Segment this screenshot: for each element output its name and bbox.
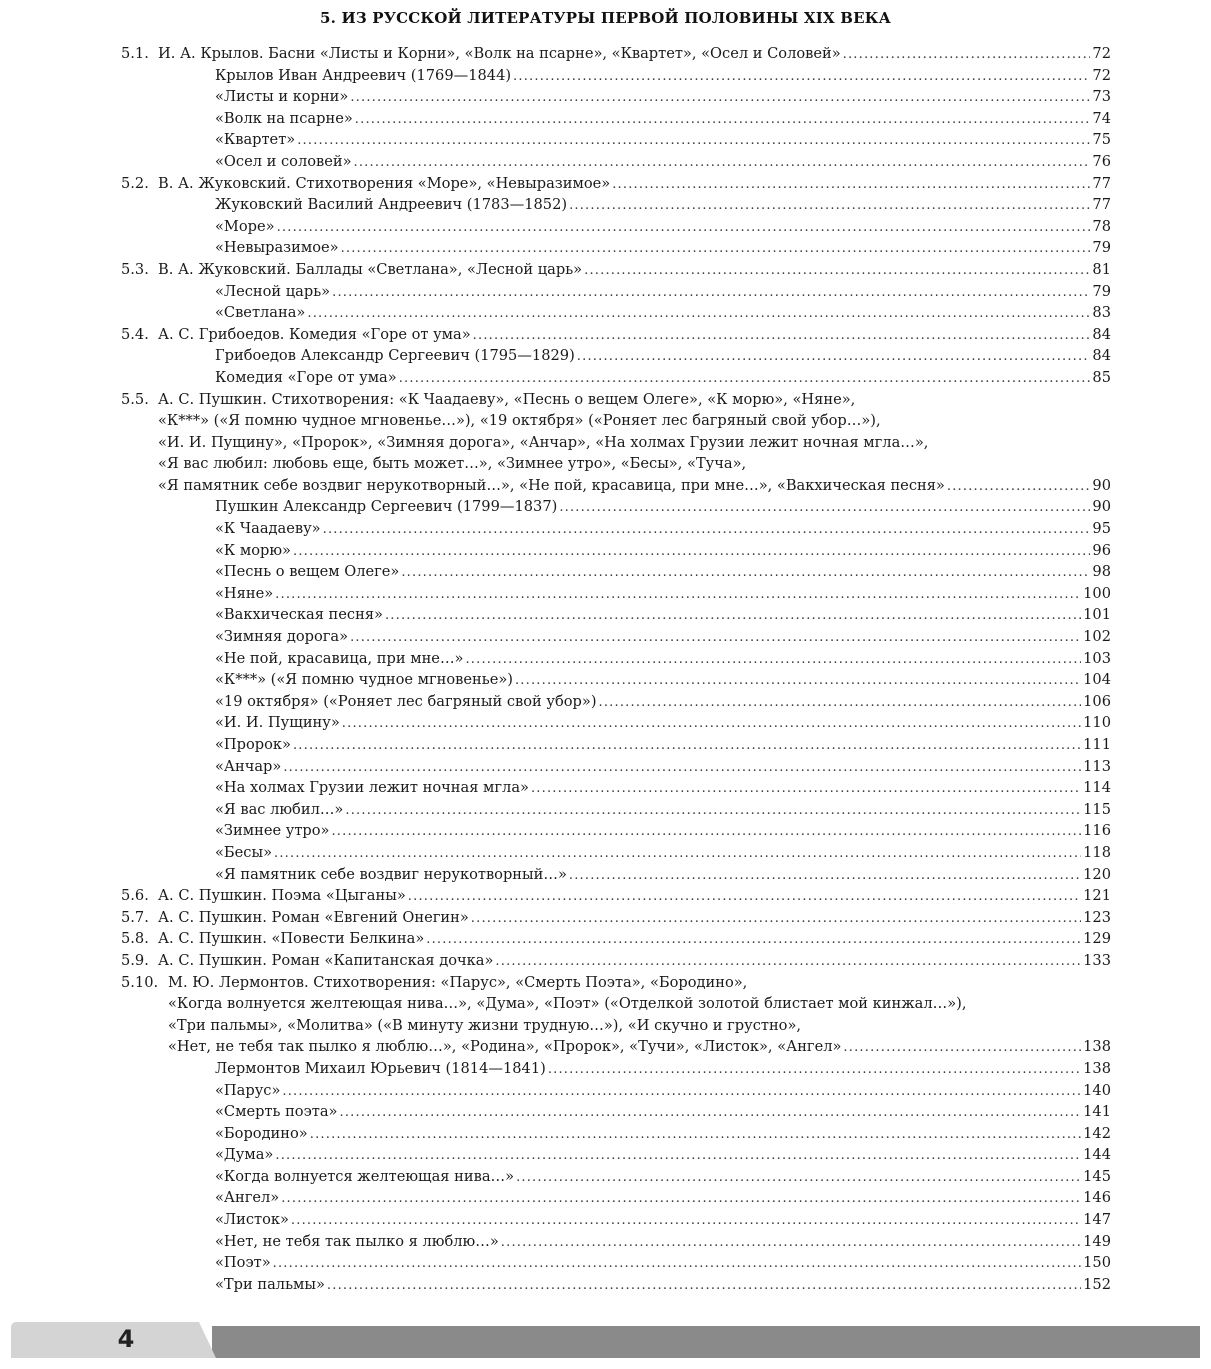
page-number: 4: [117, 1325, 135, 1353]
toc-section-title-line: А. С. Пушкин. Стихотворения: «К Чаадаеву», «Песнь о вещем Олеге», «К морю», «Няне»,: [158, 390, 856, 408]
toc-item-title: «Не пой, красавица, при мне…»: [215, 649, 464, 667]
toc-section[interactable]: [0, 389, 1211, 411]
toc-page-number: 147: [1083, 1211, 1111, 1229]
toc-section-continuation[interactable]: [0, 1036, 1211, 1058]
leader-dots: [350, 87, 1090, 108]
toc-section-number: 5.6.: [121, 887, 149, 905]
toc-item-title: «Поэт»: [215, 1254, 271, 1272]
toc-page-number: 79: [1092, 282, 1111, 300]
leader-dots: [385, 605, 1081, 626]
leader-dots: [282, 1081, 1081, 1102]
toc-page-number: 79: [1092, 239, 1111, 257]
toc-section-number: 5.8.: [121, 930, 149, 948]
toc-page-number: 81: [1092, 260, 1111, 278]
toc-item[interactable]: [0, 496, 1211, 518]
toc-section-number: 5.7.: [121, 908, 149, 926]
toc-item-title: «Осел и соловей»: [215, 152, 352, 170]
toc-page-number: 121: [1083, 887, 1111, 905]
toc-section-title-line: «К***» («Я помню чудное мгновенье…»), «19 октября» («Роняет лес багряный свой убор…»),: [158, 412, 881, 430]
leader-dots: [577, 346, 1091, 367]
toc-page-number: 115: [1083, 800, 1111, 818]
toc-page-number: 138: [1083, 1038, 1111, 1056]
leader-dots: [283, 757, 1081, 778]
leader-dots: [332, 282, 1090, 303]
toc-section-continuation: [0, 432, 1211, 454]
toc-item-title: «Бесы»: [215, 843, 273, 861]
toc-section[interactable]: [0, 324, 1211, 346]
toc-page-number: 90: [1092, 498, 1111, 516]
toc-section-title: И. А. Крылов. Басни «Листы и Корни», «Волк на псарне», «Квартет», «Осел и Соловей»: [158, 45, 841, 62]
leader-dots: [465, 649, 1081, 670]
toc-item-title: «Я вас любил…»: [215, 800, 344, 818]
toc-section-number: 5.1.: [121, 45, 149, 62]
toc-page-number: 111: [1083, 736, 1111, 753]
toc-item-title: «Светлана»: [215, 304, 306, 322]
toc-item-title: «Няне»: [215, 584, 274, 602]
toc-item-title: Лермонтов Михаил Юрьевич (1814—1841): [215, 1059, 546, 1077]
toc-item-title: «Песнь о вещем Олеге»: [215, 563, 400, 581]
toc-section[interactable]: [0, 43, 1211, 65]
toc-item[interactable]: [0, 129, 1211, 151]
toc-item[interactable]: [0, 65, 1211, 87]
leader-dots: [501, 1232, 1081, 1253]
leader-dots: [531, 778, 1081, 799]
toc-item[interactable]: [0, 302, 1211, 324]
toc-item[interactable]: [0, 691, 1211, 713]
toc-item-title: «Листок»: [215, 1211, 289, 1229]
toc-section-title: А. С. Пушкин. Роман «Евгений Онегин»: [158, 908, 469, 926]
leader-dots: [341, 238, 1091, 259]
leader-dots: [275, 1145, 1081, 1166]
toc-page-number: 140: [1083, 1081, 1111, 1099]
toc-page-number: 84: [1092, 347, 1111, 365]
leader-dots: [401, 562, 1090, 583]
toc-item-title: «19 октября» («Роняет лес багряный свой убор»): [215, 692, 597, 710]
toc-item[interactable]: [0, 367, 1211, 389]
toc-page-number: 145: [1083, 1167, 1111, 1185]
leader-dots: [399, 368, 1091, 389]
toc-page-number: 83: [1092, 304, 1111, 322]
leader-dots: [331, 821, 1081, 842]
leader-dots: [548, 1059, 1081, 1080]
toc-page-number: 74: [1092, 109, 1111, 127]
toc-item-title: «Смерть поэта»: [215, 1103, 338, 1121]
toc-item[interactable]: [0, 216, 1211, 238]
toc-page-number: 77: [1092, 196, 1111, 214]
leader-dots: [612, 174, 1090, 195]
toc-section-title-line: «Три пальмы», «Молитва» («В минуту жизни трудную…»), «И скучно и грустно»,: [168, 1016, 802, 1034]
toc-item[interactable]: [0, 518, 1211, 540]
toc-page-number: 77: [1092, 174, 1111, 192]
toc-item-title: Жуковский Василий Андреевич (1783—1852): [215, 196, 568, 214]
toc-section-title: А. С. Пушкин. Поэма «Цыганы»: [158, 887, 406, 905]
leader-dots: [513, 66, 1090, 87]
leader-dots: [515, 670, 1081, 691]
leader-dots: [297, 130, 1090, 151]
toc-item[interactable]: [0, 108, 1211, 130]
toc-page-number: 118: [1083, 843, 1111, 861]
toc-item-title: «Лесной царь»: [215, 282, 331, 300]
toc-section-continuation[interactable]: [0, 475, 1211, 497]
toc-section-title: В. А. Жуковский. Баллады «Светлана», «Лесной царь»: [158, 260, 583, 278]
toc-item[interactable]: [0, 1166, 1211, 1188]
toc-item[interactable]: [0, 799, 1211, 821]
toc-page-number: 129: [1083, 930, 1111, 948]
toc-item[interactable]: [0, 1252, 1211, 1274]
toc-item-title: Грибоедов Александр Сергеевич (1795—1829): [215, 347, 575, 365]
toc-item[interactable]: [0, 1209, 1211, 1231]
toc-item-title: «Море»: [215, 217, 275, 235]
toc-page-number: 141: [1083, 1103, 1111, 1121]
leader-dots: [281, 1188, 1081, 1209]
leader-dots: [355, 109, 1091, 130]
toc-item[interactable]: [0, 756, 1211, 778]
toc-page-number: 78: [1092, 217, 1111, 235]
toc-item-title: «Вакхическая песня»: [215, 606, 383, 624]
toc-item-title: Пушкин Александр Сергеевич (1799—1837): [215, 498, 558, 516]
toc-page-number: 84: [1092, 325, 1111, 343]
toc-item[interactable]: [0, 626, 1211, 648]
leader-dots: [599, 692, 1082, 713]
toc-page-number: 144: [1083, 1146, 1111, 1164]
leader-dots: [327, 1275, 1081, 1296]
toc-item[interactable]: [0, 820, 1211, 842]
toc-section[interactable]: [0, 907, 1211, 929]
toc-item[interactable]: [0, 194, 1211, 216]
toc-page-number: 104: [1083, 671, 1111, 689]
footer-bar: [212, 1326, 1200, 1358]
toc-item[interactable]: [0, 86, 1211, 108]
toc-page-number: 76: [1092, 152, 1111, 170]
section-heading: 5. ИЗ РУССКОЙ ЛИТЕРАТУРЫ ПЕРВОЙ ПОЛОВИНЫ XIX ВЕКА: [319, 9, 892, 27]
toc-page-number: 106: [1083, 692, 1111, 710]
toc-item[interactable]: [0, 1144, 1211, 1166]
toc-item-title: «И. И. Пущину»: [215, 714, 340, 732]
toc-page-number: 113: [1083, 757, 1111, 775]
toc-page-number: 138: [1083, 1059, 1111, 1077]
toc-page-number: 85: [1092, 368, 1111, 386]
leader-dots: [293, 735, 1081, 756]
toc-item[interactable]: [0, 281, 1211, 303]
toc-section-title-line: «Я вас любил: любовь еще, быть может…», «Зимнее утро», «Бесы», «Туча»,: [158, 455, 747, 473]
toc-item[interactable]: [0, 734, 1211, 756]
toc-section-number: 5.4.: [121, 325, 149, 343]
toc-section[interactable]: [0, 259, 1211, 281]
toc-item[interactable]: [0, 712, 1211, 734]
toc-page-number: 146: [1083, 1189, 1111, 1207]
leader-dots: [495, 951, 1081, 972]
toc-item[interactable]: [0, 1187, 1211, 1209]
toc-section-title-line: М. Ю. Лермонтов. Стихотворения: «Парус», «Смерть Поэта», «Бородино»,: [168, 973, 748, 991]
toc-page-number: 110: [1083, 714, 1111, 732]
toc-item[interactable]: [0, 540, 1211, 562]
leader-dots: [339, 1102, 1081, 1123]
leader-dots: [516, 1167, 1081, 1188]
toc-item[interactable]: [0, 1080, 1211, 1102]
toc-item-title: «На холмах Грузии лежит ночная мгла»: [215, 779, 529, 797]
toc-item-title: «Волк на псарне»: [215, 109, 353, 127]
toc-section[interactable]: [0, 928, 1211, 950]
toc-page-number: 100: [1083, 584, 1111, 602]
toc-item-title: «Листы и корни»: [215, 88, 349, 106]
toc-page-number: 95: [1092, 520, 1111, 538]
toc-item-title: «Дума»: [215, 1146, 274, 1164]
leader-dots: [569, 865, 1081, 886]
leader-dots: [569, 195, 1090, 216]
toc-item-title: «К***» («Я помню чудное мгновенье»): [215, 671, 513, 689]
toc-section-title-line: «Когда волнуется желтеющая нива…», «Дума», «Поэт» («Отделкой золотой блистает мой кинжал…»),: [168, 995, 967, 1013]
leader-dots: [275, 584, 1081, 605]
toc-section-number: 5.10.: [121, 973, 159, 991]
toc-section-title: В. А. Жуковский. Стихотворения «Море», «Невыразимое»: [158, 174, 611, 192]
toc-section[interactable]: [0, 885, 1211, 907]
toc-item-title: «Нет, не тебя так пылко я люблю…»: [215, 1232, 499, 1250]
leader-dots: [473, 325, 1091, 346]
toc-page-number: 152: [1083, 1275, 1111, 1293]
toc-item-title: «Пророк»: [215, 736, 291, 753]
toc-item[interactable]: [0, 583, 1211, 605]
toc-item[interactable]: [0, 842, 1211, 864]
toc-item-title: «Парус»: [215, 1081, 281, 1099]
leader-dots: [307, 303, 1090, 324]
toc-item[interactable]: [0, 669, 1211, 691]
leader-dots: [273, 1253, 1082, 1274]
leader-dots: [426, 929, 1081, 950]
toc-item[interactable]: [0, 237, 1211, 259]
leader-dots: [310, 1124, 1081, 1145]
toc-item-title: «Квартет»: [215, 131, 296, 149]
toc-item-title: «К морю»: [215, 541, 291, 559]
toc-item-title: «Зимнее утро»: [215, 822, 330, 840]
toc-section-title: А. С. Пушкин. «Повести Белкина»: [158, 930, 425, 948]
leader-dots: [274, 843, 1081, 864]
toc-section[interactable]: [0, 972, 1211, 994]
leader-dots: [843, 1037, 1081, 1058]
table-of-contents: [0, 43, 1211, 1295]
leader-dots: [345, 800, 1081, 821]
toc-page-number: 72: [1092, 66, 1111, 84]
leader-dots: [471, 908, 1081, 929]
toc-section-number: 5.2.: [121, 174, 149, 192]
leader-dots: [350, 627, 1081, 648]
toc-item[interactable]: [0, 1123, 1211, 1145]
toc-item[interactable]: [0, 777, 1211, 799]
toc-section[interactable]: [0, 173, 1211, 195]
toc-page-number: 149: [1083, 1232, 1111, 1250]
toc-page-number: 75: [1092, 131, 1111, 149]
toc-section-title-line: «И. И. Пущину», «Пророк», «Зимняя дорога», «Анчар», «На холмах Грузии лежит ночная мгла…»,: [158, 433, 929, 451]
leader-dots: [323, 519, 1091, 540]
toc-item[interactable]: [0, 1101, 1211, 1123]
toc-section-number: 5.3.: [121, 260, 149, 278]
leader-dots: [408, 886, 1081, 907]
toc-item-title: «Когда волнуется желтеющая нива…»: [215, 1167, 515, 1185]
toc-section-title-line: «Я памятник себе воздвиг нерукотворный…», «Не пой, красавица, при мне…», «Вакхическая песня»: [158, 476, 945, 494]
toc-section-title: А. С. Пушкин. Роман «Капитанская дочка»: [158, 951, 494, 969]
toc-item-title: «Три пальмы»: [215, 1275, 325, 1293]
toc-page-number: 150: [1083, 1254, 1111, 1272]
toc-item[interactable]: [0, 1058, 1211, 1080]
leader-dots: [584, 260, 1090, 281]
leader-dots: [342, 713, 1081, 734]
toc-page-number: 123: [1083, 908, 1111, 926]
leader-dots: [354, 152, 1091, 173]
toc-page-number: 114: [1083, 779, 1111, 797]
toc-item-title: «К Чаадаеву»: [215, 520, 321, 538]
toc-page-number: 142: [1083, 1124, 1111, 1142]
toc-page-number: 133: [1083, 951, 1111, 969]
toc-section-continuation: [0, 453, 1211, 475]
toc-section-continuation: [0, 993, 1211, 1015]
toc-section-continuation: [0, 1015, 1211, 1037]
toc-page-number: 102: [1083, 628, 1111, 646]
toc-section[interactable]: [0, 950, 1211, 972]
toc-item[interactable]: [0, 1274, 1211, 1296]
toc-section-title: А. С. Грибоедов. Комедия «Горе от ума»: [158, 325, 471, 343]
toc-section-number: 5.5.: [121, 390, 149, 408]
toc-section-title-line: «Нет, не тебя так пылко я люблю…», «Родина», «Пророк», «Тучи», «Листок», «Ангел»: [168, 1038, 842, 1056]
toc-item[interactable]: [0, 604, 1211, 626]
toc-page-number: 90: [1092, 476, 1111, 494]
toc-page-number: 72: [1092, 45, 1111, 62]
toc-item[interactable]: [0, 1231, 1211, 1253]
toc-item-title: «Невыразимое»: [215, 239, 339, 257]
toc-item-title: «Зимняя дорога»: [215, 628, 349, 646]
toc-section-continuation: [0, 410, 1211, 432]
leader-dots: [947, 476, 1091, 497]
toc-page-number: 101: [1083, 606, 1111, 624]
leader-dots: [291, 1210, 1081, 1231]
toc-item[interactable]: [0, 151, 1211, 173]
leader-dots: [277, 217, 1091, 238]
toc-page-number: 98: [1092, 563, 1111, 581]
leader-dots: [559, 497, 1090, 518]
toc-page-number: 120: [1083, 865, 1111, 883]
toc-section-number: 5.9.: [121, 951, 149, 969]
toc-item-title: Комедия «Горе от ума»: [215, 368, 397, 386]
toc-item-title: «Я памятник себе воздвиг нерукотворный…»: [215, 865, 567, 883]
toc-item[interactable]: [0, 864, 1211, 886]
toc-item-title: «Бородино»: [215, 1124, 308, 1142]
toc-item[interactable]: [0, 345, 1211, 367]
toc-page-number: 116: [1083, 822, 1111, 840]
toc-item[interactable]: [0, 561, 1211, 583]
toc-item-title: «Анчар»: [215, 757, 282, 775]
toc-item-title: Крылов Иван Андреевич (1769—1844): [215, 66, 512, 84]
toc-item[interactable]: [0, 648, 1211, 670]
leader-dots: [843, 44, 1091, 65]
toc-item-title: «Ангел»: [215, 1189, 280, 1207]
toc-page-number: 96: [1092, 541, 1111, 559]
toc-page-number: 73: [1092, 88, 1111, 106]
leader-dots: [293, 541, 1090, 562]
toc-page-number: 103: [1083, 649, 1111, 667]
